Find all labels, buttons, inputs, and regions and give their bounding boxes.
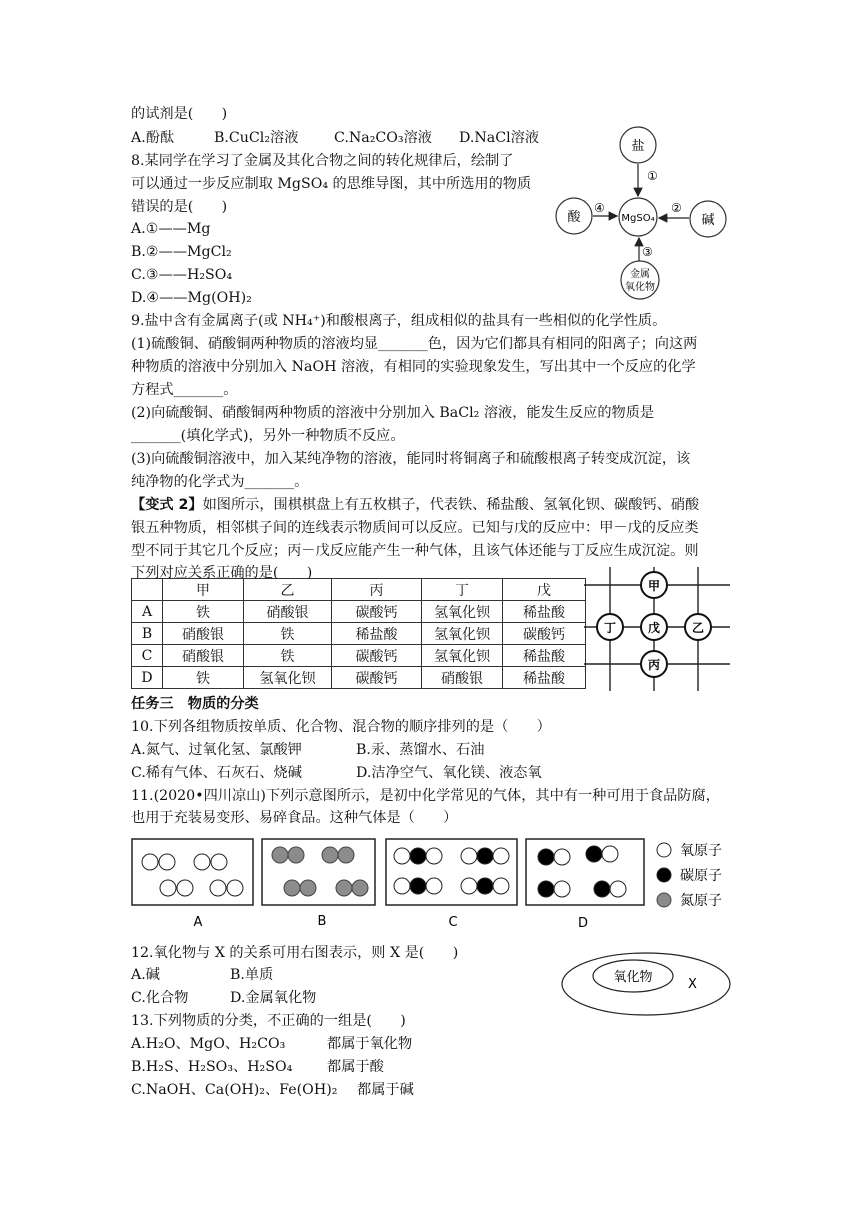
box-c	[386, 839, 517, 905]
q7-option-b: B.CuCl₂溶液	[214, 130, 299, 146]
table-cell: 氢氧化钡	[422, 623, 503, 645]
q13-option-a-note: 都属于氧化物	[327, 1036, 413, 1052]
section-heading: 任务三 物质的分类	[131, 696, 259, 712]
table-header-yi: 乙	[244, 579, 332, 601]
legend-carbon-swatch	[657, 868, 671, 882]
q11-stem-line2: 也用于充装易变形、易碎食品。这种气体是（ ）	[131, 810, 458, 826]
q12-option-a: A.碱	[131, 967, 160, 983]
go-board-diagram	[582, 565, 732, 693]
metal-oxide-label-2: 氧化物	[625, 282, 655, 293]
center-label: MgSO₄	[621, 213, 655, 224]
table-cell: 硝酸银	[163, 645, 244, 667]
table-cell: 碳酸钙	[503, 623, 586, 645]
legend-nitrogen-swatch	[657, 893, 671, 907]
q13-option-a: A.H₂O、MgO、H₂CO₃	[131, 1036, 286, 1052]
box-c-label: C	[448, 915, 458, 930]
legend-nitrogen-label: 氮原子	[680, 893, 722, 909]
q12-option-c: C.化合物	[131, 990, 189, 1006]
table-cell: 稀盐酸	[503, 601, 586, 623]
answer-table	[131, 578, 586, 689]
legend-oxygen-swatch	[657, 843, 671, 857]
gas-molecule-diagram	[128, 833, 738, 933]
variant2-stem-line2: 银五种物质，相邻棋子间的连线表示物质间可以反应。已知与戊的反应中：甲－戊的反应类	[131, 520, 699, 536]
table-cell: A	[132, 601, 163, 623]
q13-option-c: C.NaOH、Ca(OH)₂、Fe(OH)₂	[131, 1082, 338, 1098]
table-row	[132, 623, 586, 645]
q8-option-b: B.②——MgCl₂	[131, 244, 232, 260]
table-cell	[132, 579, 163, 601]
acid-label: 酸	[567, 210, 581, 225]
outer-label: X	[688, 977, 697, 992]
q13-stem: 13.下列物质的分类，不正确的一组是( )	[131, 1013, 406, 1029]
table-row	[132, 667, 586, 689]
piece-bing-label: 丙	[647, 658, 661, 672]
q13-option-b-note: 都属于酸	[327, 1059, 384, 1075]
box-d	[526, 839, 644, 905]
q9-part2-line1: (2)向硫酸铜、硝酸铜两种物质的溶液中分别加入 BaCl₂ 溶液，能发生反应的物质是	[131, 405, 655, 421]
table-cell: C	[132, 645, 163, 667]
piece-wu-label: 戊	[647, 621, 661, 635]
table-header-bing: 丙	[332, 579, 422, 601]
q9-part3-line2: 纯净物的化学式为_______。	[131, 474, 309, 490]
table-row	[132, 645, 586, 667]
q10-option-b: B.汞、蒸馏水、石油	[356, 742, 485, 758]
table-cell: 硝酸银	[163, 623, 244, 645]
legend-oxygen-label: 氧原子	[680, 843, 722, 859]
arrow-label-4: ④	[594, 201, 605, 215]
table-cell: 硝酸银	[244, 601, 332, 623]
q7-option-c: C.Na₂CO₃溶液	[334, 130, 432, 146]
table-cell: 碳酸钙	[332, 645, 422, 667]
variant2-label: 【变式 2】	[131, 497, 203, 513]
q9-part2-line2: _______(填化学式)，另外一种物质不反应。	[131, 428, 405, 444]
arrow-label-1: ①	[647, 169, 658, 183]
arrow-label-2: ②	[671, 201, 682, 215]
metal-oxide-label-1: 金属	[630, 269, 650, 280]
table-row	[132, 601, 586, 623]
q8-option-c: C.③——H₂SO₄	[131, 267, 233, 283]
box-a	[132, 839, 253, 905]
q10-stem: 10.下列各组物质按单质、化合物、混合物的顺序排列的是（ ）	[131, 719, 551, 735]
q9-part3-line1: (3)向硫酸铜溶液中，加入某纯净物的溶液，能同时将铜离子和硫酸根离子转变成沉淀，该	[131, 451, 691, 467]
piece-ding-label: 丁	[603, 621, 617, 635]
box-d-label: D	[577, 916, 589, 931]
q10-option-a: A.氮气、过氧化氢、氯酸钾	[131, 742, 302, 758]
arrow-label-3: ③	[642, 245, 653, 259]
table-header-row	[132, 579, 586, 601]
box-b	[262, 839, 375, 905]
table-cell: 碳酸钙	[332, 601, 422, 623]
table-cell: 铁	[244, 623, 332, 645]
q10-option-d: D.洁净空气、氧化镁、液态氧	[356, 765, 542, 781]
q9-part1-line3: 方程式_______。	[131, 382, 238, 398]
base-label: 碱	[701, 213, 715, 228]
q11-stem-line1: 11.(2020•四川凉山)下列示意图所示，是初中化学常见的气体，其中有一种可用于食品防腐，	[131, 788, 720, 804]
piece-jia-label: 甲	[647, 579, 661, 593]
table-cell: 稀盐酸	[332, 623, 422, 645]
table-cell: 氢氧化钡	[422, 645, 503, 667]
table-cell: 铁	[163, 667, 244, 689]
box-a-label: A	[193, 915, 203, 930]
table-cell: 铁	[163, 601, 244, 623]
q7-option-a: A.酚酞	[131, 130, 175, 146]
table-cell: 碳酸钙	[332, 667, 422, 689]
metal-oxide-node	[621, 261, 659, 299]
table-cell: B	[132, 623, 163, 645]
variant2-stem-line3: 型不同于其它几个反应；丙－戊反应能产生一种气体，且该气体还能与丁反应生成沉淀。则	[131, 543, 699, 559]
table-cell: 稀盐酸	[503, 667, 586, 689]
q12-option-b: B.单质	[230, 967, 274, 983]
legend-carbon-label: 碳原子	[680, 868, 722, 884]
q9-part1-line1: (1)硫酸铜、硝酸铜两种物质的溶液均显_______色，因为它们都具有相同的阳离子；向这两	[131, 336, 698, 352]
q8-option-a: A.①——Mg	[131, 221, 211, 237]
table-cell: 氢氧化钡	[244, 667, 332, 689]
salt-label: 盐	[631, 139, 645, 154]
table-cell: 氢氧化钡	[422, 601, 503, 623]
q12-option-d: D.金属氧化物	[230, 990, 317, 1006]
q12-stem: 12.氧化物与 X 的关系可用右图表示，则 X 是( )	[131, 945, 459, 961]
q8-option-d: D.④——Mg(OH)₂	[131, 290, 252, 306]
q8-stem-line1: 8.某同学在学习了金属及其化合物之间的转化规律后，绘制了	[131, 153, 514, 169]
table-header-ding: 丁	[422, 579, 503, 601]
table-cell: 稀盐酸	[503, 645, 586, 667]
variant2-stem-line4: 下列对应关系正确的是( )	[131, 565, 313, 581]
variant2-stem-line1: 如图所示，围棋棋盘上有五枚棋子，代表铁、稀盐酸、氢氧化钡、碳酸钙、硝酸	[202, 497, 700, 513]
q9-part1-line2: 种物质的溶液中分别加入 NaOH 溶液，有相同的实验现象发生，写出其中一个反应的化学	[131, 359, 696, 375]
table-cell: 铁	[244, 645, 332, 667]
piece-yi-label: 乙	[691, 621, 705, 635]
q8-stem-line3: 错误的是( )	[131, 199, 228, 215]
box-b-label: B	[317, 914, 327, 929]
inner-label: 氧化物	[613, 970, 653, 985]
table-header-wu: 戊	[503, 579, 586, 601]
oxide-venn-diagram	[560, 950, 740, 1020]
mgso4-mind-map	[550, 125, 740, 300]
q9-stem: 9.盐中含有金属离子(或 NH₄⁺)和酸根离子，组成相似的盐具有一些相似的化学性质。	[131, 313, 667, 329]
table-header-jia: 甲	[163, 579, 244, 601]
table-cell: 硝酸银	[422, 667, 503, 689]
q13-option-c-note: 都属于碱	[357, 1082, 414, 1098]
q7-option-d: D.NaCl溶液	[459, 130, 540, 146]
q13-option-b: B.H₂S、H₂SO₃、H₂SO₄	[131, 1059, 293, 1075]
q7-stem-end: 的试剂是( )	[131, 106, 228, 122]
q8-stem-line2: 可以通过一步反应制取 MgSO₄ 的思维导图，其中所选用的物质	[131, 176, 532, 192]
q10-option-c: C.稀有气体、石灰石、烧碱	[131, 765, 302, 781]
table-cell: D	[132, 667, 163, 689]
legend	[657, 843, 722, 909]
